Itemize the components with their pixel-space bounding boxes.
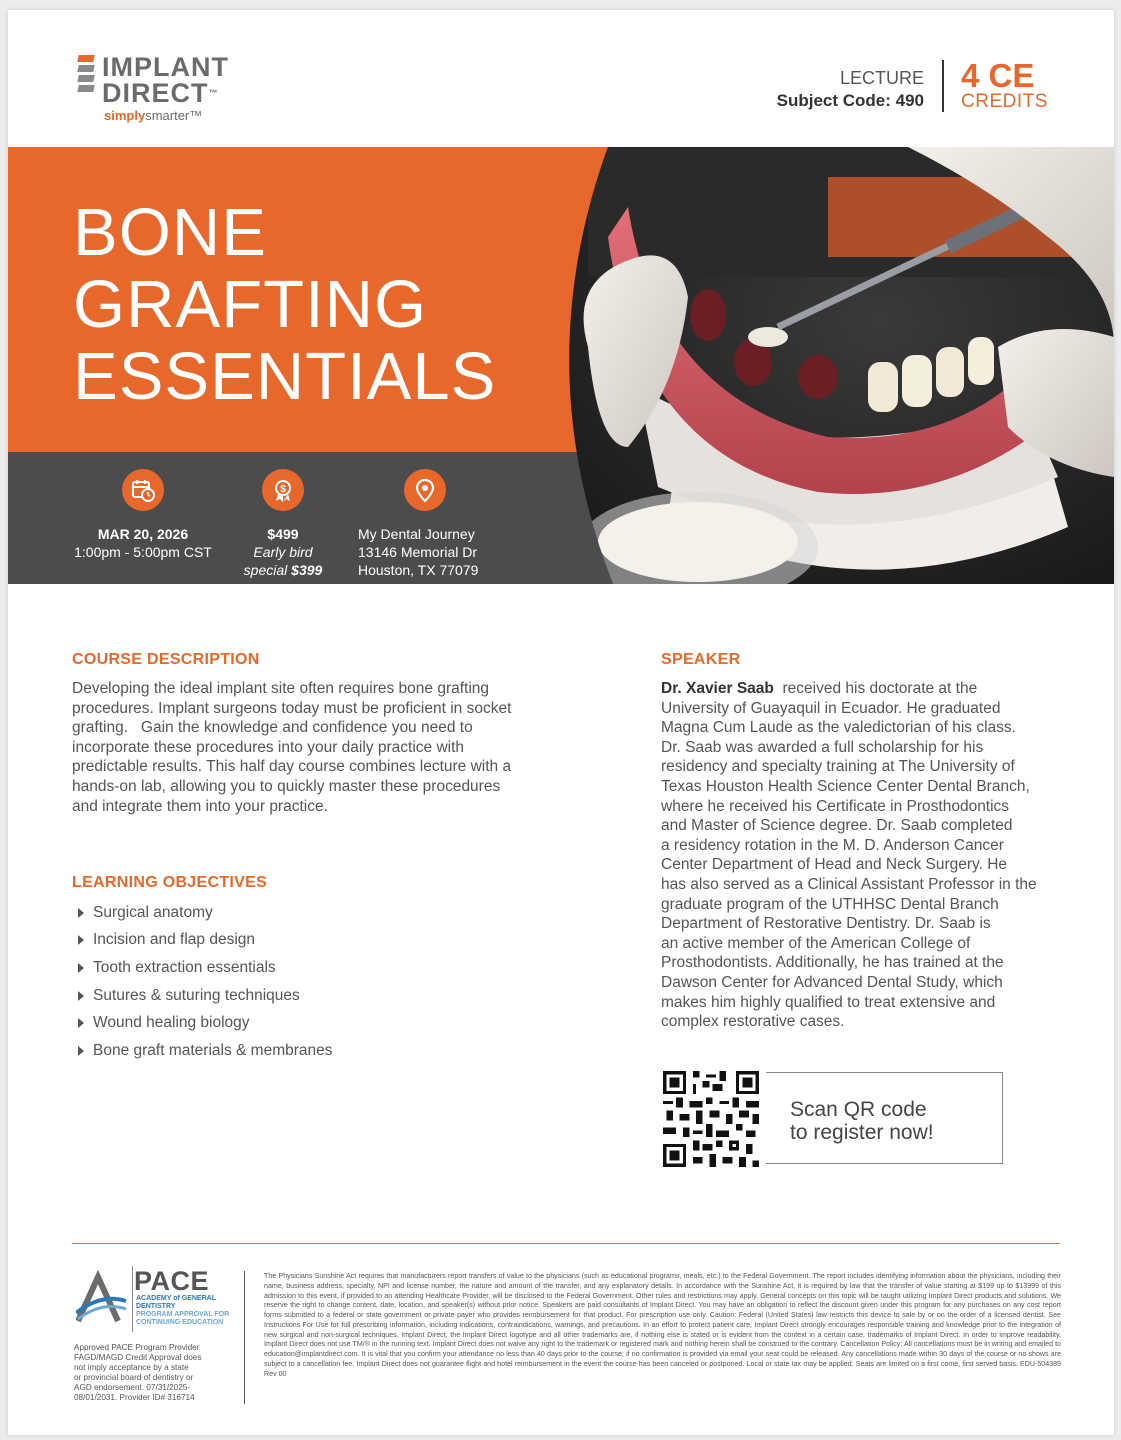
list-item: Bone graft materials & membranes [78,1037,333,1065]
list-item: Surgical anatomy [78,899,333,927]
bullet-triangle-icon [78,908,84,918]
brand-line1: IMPLANT [102,52,229,82]
bone-grafting-photo [528,147,1114,584]
speaker-heading: SPEAKER [661,651,741,668]
register-callout-text: Scan QR code to register now! [790,1098,934,1144]
list-item: Tooth extraction essentials [78,954,333,982]
list-item: Wound healing biology [78,1009,333,1037]
pace-logo-divider [132,1266,133,1332]
registration-qr-code[interactable] [663,1071,759,1167]
footer-divider-line [72,1243,1060,1244]
ce-credits [961,57,1048,112]
calendar-clock-icon [122,469,164,511]
brand-tagline: simplysmarter™ [104,108,203,123]
legal-disclaimer: The Physicians Sunshine Act requires that manufacturers report transfers of value to the physicians (such as educational programs, meals, etc.) to the Federal Government. The report includes identifying information about the physicians, including their name, business address, specialty, NPI and license number, the nature and amount of the transfer, and any explanatory details. In accordance with the Sunshine Act, it is required by law that the transfer of value starting at $199 up to $13999 of this admission to this event, if provided to an attending Healthcare Provider, will be disclosed to the Federal Government. Other rules and restrictions may apply. General concepts on this topic will be taught utilizing Implant Direct products and solutions. We reserve the right to change content, date, location, and speaker(s) without prior notice. Speakers are paid consultants of Implant Direct. You may have an obligation to reflect the discount given under this program for any purchases on any cost report forms submitted to a federal or state government or private payer who provides reimbursement for that product. For prescription use only. Caution: Federal (United States) law restricts this device to sale by or on the order of a licensed dentist. See Instructions For Use for full prescribing information, including indications, contraindications, warnings, and precautions. In an effort to protect patient care, Implant Direct strongly encourages responsible training and knowledge prior to the integration of new surgical and non-surgical techniques. Implant Direct, the Implant Direct logotype and all other trademarks are, if nothing else is stated or is evident from the context in a certain case, trademarks of Implant Direct. In order to improve readability, Implant Direct does not use TM/® in the running text. Implant Direct does not waive any right to the trademark or registered mark and nothing herein shall be construed to the contrary. Cancellation Policy: All cancellations must be in writing and emailed to education@implantdirect.com. It is vital that you confirm your attendance no less than 40 days prior to the course; if no confirmation is provided via email your seat could be released. Any cancellations made within 30 days of the course or no shows are subject to a cancellation fee. Implant Direct does not guarantee flight and hotel reimbursement in the event the course has been canceled or postponed. Local or state tax may be applied. Seats are limited on a first come, first served basis. EDU-504389 Rev 00 [264,1272,1061,1378]
regular-price: $499 [267,526,299,542]
implant-direct-logo [78,52,258,132]
hero-banner [8,147,1114,584]
bullet-triangle-icon [78,1018,84,1028]
speaker-name: Dr. Xavier Saab [661,680,774,697]
pace-approval-text: Approved PACE Program Provider FAGD/MAGD Credit Approval does not imply acceptance by a state or provincial board of dentistry or AGD endorsement. 07/31/2025- 08/01/2031. Provider ID# 316714 [74,1343,202,1402]
lecture-info [777,68,924,111]
ce-number: 4 CE [961,57,1035,94]
location-pin-icon [404,469,446,511]
event-date: MAR 20, 2026 [97,526,189,542]
logo-bars-icon [78,55,94,101]
pace-academy-text: ACADEMY of GENERAL DENTISTRY [136,1295,216,1310]
speaker-bio: Dr. Xavier Saab received his doctorate at the University of Guayaquil in Ecuador. He graduated Magna Cum Laude as the valedictorian of his class. Dr. Saab was awarded a full scholarship for his residency and specialty training at The University of Texas Houston Health Science Center Dental Branch, where he received his Certificate in Prosthodontics and Master of Science degree. Dr. Saab completed a residency rotation in the M. D. Anderson Cancer Center Department of Head and Neck Surgery. He has also served as a Clinical Assistant Professor in the graduate program of the UTHHSC Dental Branch Department of Restorative Dentistry. Dr. Saab is an active member of the American College of Prosthodontists. Additionally, he has trained at the Dawson Center for Advanced Dental Study, which makes him highly qualified to treat extensive and complex restorative cases. [661,680,1037,1031]
event-date-info [58,469,228,561]
footer-vertical-divider [244,1271,245,1404]
bullet-triangle-icon [78,991,84,1001]
learning-objectives-heading: LEARNING OBJECTIVES [72,874,268,891]
location-city: Houston, TX 77079 [358,562,479,578]
brand-line2: DIRECT™ [102,78,218,108]
bullet-triangle-icon [78,963,84,973]
list-item: Sutures & suturing techniques [78,982,333,1010]
subject-code: Subject Code: 490 [776,91,924,110]
bullet-triangle-icon [78,1046,84,1056]
course-description-text: Developing the ideal implant site often requires bone grafting procedures. Implant surgeons today must be proficient in socket grafting. Gain the knowledge and confidence you need to incorporate these procedures into your daily practice with predictable results. This half day course combines lecture with a hands-on lab, allowing you to quickly master these procedures and integrate them into your practice. [72,680,512,815]
pace-wordmark: PACE [134,1266,210,1296]
svg-text:$: $ [280,484,286,495]
event-price-info [233,469,333,579]
special-price-line: special $399 [243,562,323,578]
location-name: My Dental Journey [358,526,475,542]
pace-program-text: PROGRAM APPROVAL FOR CONTINUING EDUCATION [136,1311,230,1326]
price-tag-icon [262,469,304,511]
location-street: 13146 Memorial Dr [358,544,478,560]
event-location-info [358,469,498,579]
event-time: 1:00pm - 5:00pm CST [74,544,212,560]
course-description-heading: COURSE DESCRIPTION [72,651,260,668]
flyer-page [8,10,1114,1435]
bullet-triangle-icon [78,935,84,945]
ce-label: CREDITS [961,91,1048,112]
learning-objectives-list [78,899,333,1065]
header-divider [942,60,944,112]
lecture-label: LECTURE [839,68,924,88]
early-bird-label: Early bird [253,544,313,560]
list-item: Incision and flap design [78,927,333,955]
course-title: BONE GRAFTING ESSENTIALS [73,195,497,414]
